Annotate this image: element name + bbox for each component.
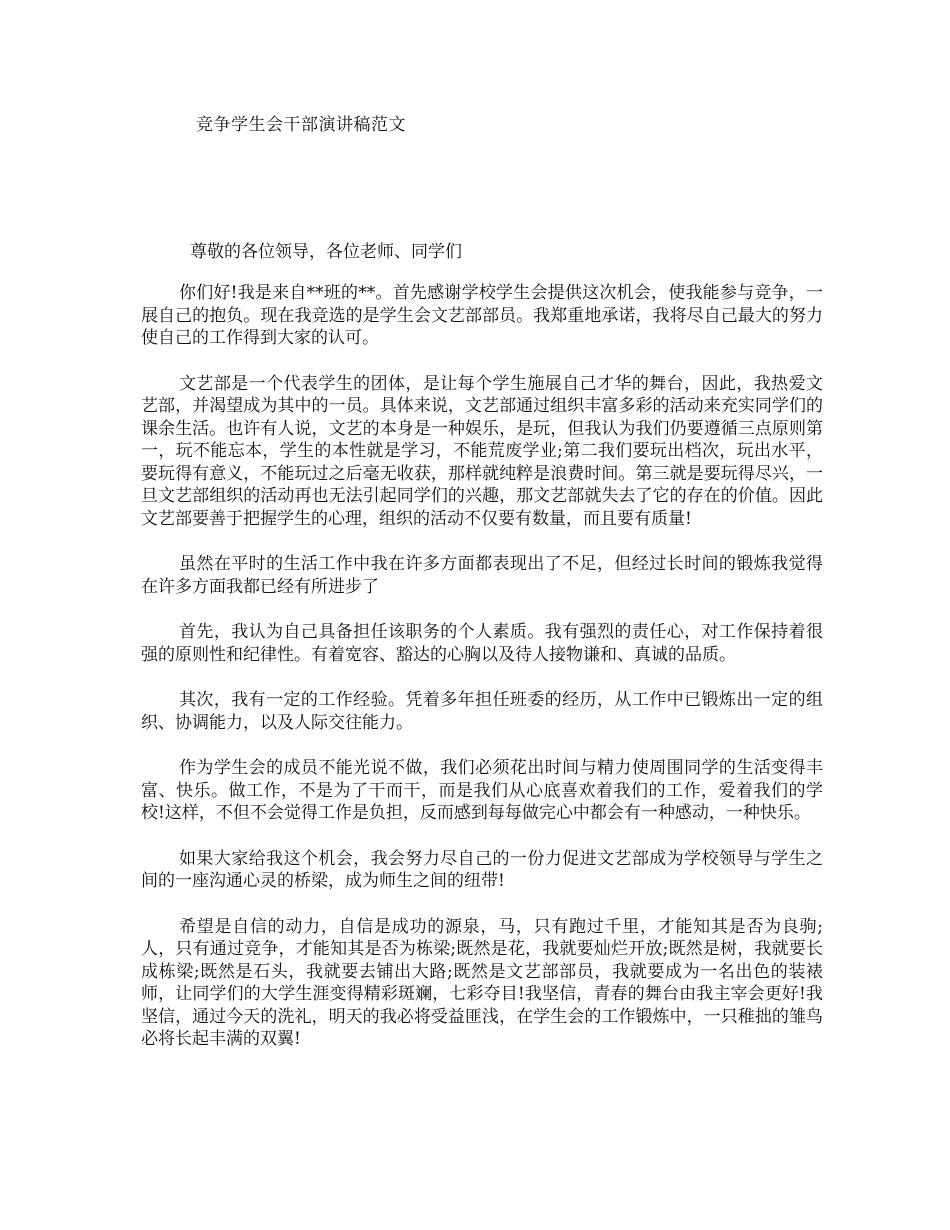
paragraph-greeting: 你们好!我是来自**班的**。首先感谢学校学生会提供这次机会，使我能参与竞争，一展自己的抱负。现在我竞选的是学生会文艺部部员。我郑重地承诺，我将尽自己最大的努力使自己的工作得到大家的认可。 bbox=[141, 283, 823, 348]
document-title: 竞争学生会干部演讲稿范文 bbox=[196, 115, 406, 135]
paragraph-qualities: 首先，我认为自己具备担任该职务的个人素质。我有强烈的责任心，对工作保持着很强的原则性和纪律性。有着宽容、豁达的心胸以及待人接物谦和、真诚的品质。 bbox=[141, 622, 823, 665]
paragraph-conclusion: 希望是自信的动力，自信是成功的源泉，马，只有跑过千里，才能知其是否为良驹;人，只有通过竞争，才能知其是否为栋梁;既然是花，我就要灿烂开放;既然是树，我就要长成栋梁;既然是石头，我就要去铺出大路;既然是文艺部部员，我就要成为一名出色的装裱师，让同学们的大学生涯变得精彩斑斓，七彩夺目!我坚信，青春的舞台由我主宰会更好!我坚信，通过今天的洗礼，明天的我必将受益匪浅，在学生会的工作锻炼中，一只稚拙的雏鸟必将长起丰满的双翼! bbox=[141, 916, 823, 1049]
paragraph-bridge: 如果大家给我这个机会，我会努力尽自己的一份力促进文艺部成为学校领导与学生之间的一座沟通心灵的桥梁，成为师生之间的纽带! bbox=[141, 848, 823, 891]
document-body bbox=[141, 282, 823, 1074]
paragraph-experience: 其次，我有一定的工作经验。凭着多年担任班委的经历，从工作中已锻炼出一定的组织、协调能力，以及人际交往能力。 bbox=[141, 690, 823, 733]
paragraph-arts-department: 文艺部是一个代表学生的团体，是让每个学生施展自己才华的舞台，因此，我热爱文艺部，并渴望成为其中的一员。具体来说，文艺部通过组织丰富多彩的活动来充实同学们的课余生活。也许有人说，文艺的本身是一种娱乐，是玩，但我认为我们仍要遵循三点原则第一，玩不能忘本，学生的本性就是学习，不能荒废学业;第二我们要玩出档次，玩出水平，要玩得有意义，不能玩过之后毫无收获，那样就纯粹是浪费时间。第三就是要玩得尽兴，一旦文艺部组织的活动再也无法引起同学们的兴趣，那文艺部就失去了它的存在的价值。因此文艺部要善于把握学生的心理，组织的活动不仅要有数量，而且要有质量! bbox=[141, 373, 823, 529]
paragraph-commitment: 作为学生会的成员不能光说不做，我们必须花出时间与精力使周围同学的生活变得丰富、快乐。做工作，不是为了干而干，而是我们从心底喜欢着我们的工作，爱着我们的学校!这样，不但不会觉得工作是负担，反而感到每每做完心中都会有一种感动，一种快乐。 bbox=[141, 758, 823, 823]
salutation: 尊敬的各位领导，各位老师、同学们 bbox=[190, 242, 462, 262]
paragraph-progress: 虽然在平时的生活工作中我在许多方面都表现出了不足，但经过长时间的锻炼我觉得在许多方面我都已经有所进步了 bbox=[141, 554, 823, 597]
